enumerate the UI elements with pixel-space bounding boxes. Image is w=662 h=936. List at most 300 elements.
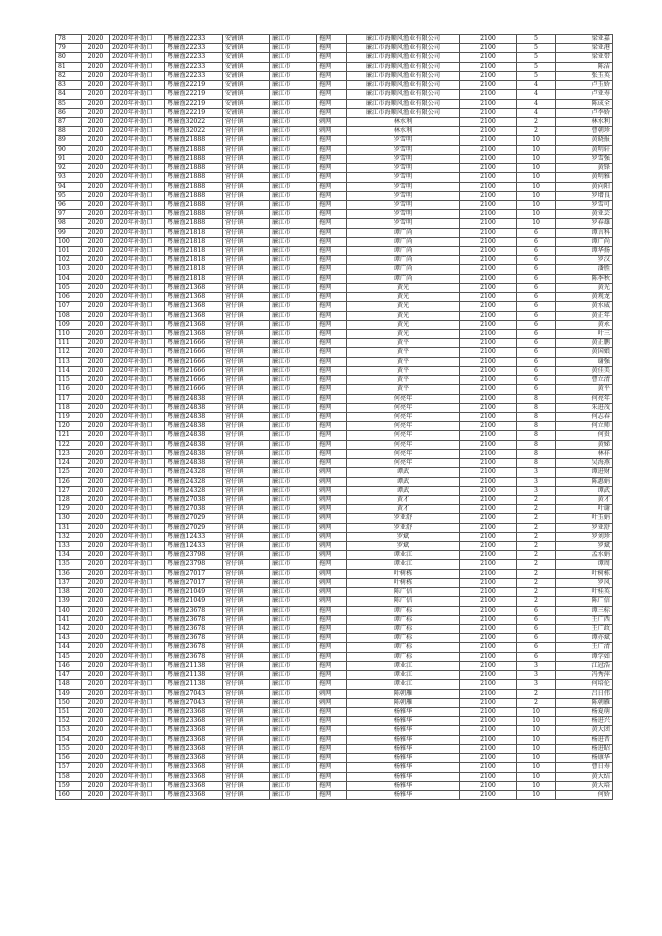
cell-owner: 罗斌	[347, 542, 460, 551]
cell-gear: 刺网	[317, 689, 347, 698]
table-row	[56, 62, 613, 71]
cell-owner: 林水利	[347, 127, 460, 136]
cell-no: 156	[56, 754, 82, 763]
cell-power: 2100	[460, 53, 517, 62]
cell-gear: 拖网	[317, 62, 347, 71]
table-row	[56, 339, 613, 348]
table-row	[56, 717, 613, 726]
cell-town: 营仔镇	[223, 754, 270, 763]
cell-captain: 谭华扬	[556, 247, 613, 256]
cell-power: 2100	[460, 108, 517, 117]
cell-boat: 粤廉渔21368	[165, 283, 223, 292]
cell-gear: 拖网	[317, 173, 347, 182]
cell-city: 廉江市	[270, 265, 317, 274]
cell-boat: 粤廉渔21666	[165, 366, 223, 375]
cell-town: 营仔镇	[223, 394, 270, 403]
cell-batch: 2020年补助口	[110, 634, 165, 643]
cell-captain: 江冠浩	[556, 661, 613, 670]
cell-owner: 谭广尚	[347, 274, 460, 283]
cell-power: 2100	[460, 394, 517, 403]
cell-gear: 拖网	[317, 35, 347, 44]
cell-gear: 刺网	[317, 117, 347, 126]
cell-year: 2020	[82, 81, 110, 90]
cell-crew: 2	[517, 689, 556, 698]
cell-owner: 廉江市海顺风渔业有限公司	[347, 53, 460, 62]
cell-town: 营仔镇	[223, 726, 270, 735]
cell-town: 营仔镇	[223, 459, 270, 468]
cell-gear: 刺网	[317, 698, 347, 707]
cell-city: 廉江市	[270, 468, 317, 477]
cell-boat: 粤廉渔21666	[165, 348, 223, 357]
table-row	[56, 772, 613, 781]
cell-power: 2100	[460, 486, 517, 495]
cell-city: 廉江市	[270, 62, 317, 71]
cell-power: 2100	[460, 311, 517, 320]
cell-year: 2020	[82, 459, 110, 468]
cell-gear: 拖网	[317, 200, 347, 209]
cell-captain: 何娇	[556, 790, 613, 799]
cell-power: 2100	[460, 689, 517, 698]
cell-power: 2100	[460, 569, 517, 578]
cell-city: 廉江市	[270, 302, 317, 311]
cell-batch: 2020年补助口	[110, 689, 165, 698]
cell-town: 营仔镇	[223, 210, 270, 219]
cell-crew: 10	[517, 772, 556, 781]
cell-gear: 拖网	[317, 772, 347, 781]
cell-city: 廉江市	[270, 754, 317, 763]
cell-power: 2100	[460, 136, 517, 145]
cell-power: 2100	[460, 293, 517, 302]
cell-owner: 何亮年	[347, 422, 460, 431]
cell-no: 110	[56, 330, 82, 339]
cell-city: 廉江市	[270, 661, 317, 670]
cell-year: 2020	[82, 412, 110, 421]
cell-captain: 谭武	[556, 486, 613, 495]
cell-year: 2020	[82, 320, 110, 329]
cell-owner: 廉江市海顺风渔业有限公司	[347, 62, 460, 71]
cell-captain: 曹朝珍	[556, 127, 613, 136]
cell-boat: 粤廉渔24838	[165, 440, 223, 449]
cell-town: 营仔镇	[223, 293, 270, 302]
cell-no: 89	[56, 136, 82, 145]
table-row	[56, 412, 613, 421]
cell-city: 廉江市	[270, 495, 317, 504]
cell-power: 2100	[460, 495, 517, 504]
cell-captain: 卢李娇	[556, 108, 613, 117]
cell-power: 2100	[460, 62, 517, 71]
cell-power: 2100	[460, 191, 517, 200]
cell-no: 86	[56, 108, 82, 117]
cell-gear: 拖网	[317, 615, 347, 624]
cell-no: 122	[56, 440, 82, 449]
cell-captain: 谢强	[556, 357, 613, 366]
cell-gear: 拖网	[317, 680, 347, 689]
cell-year: 2020	[82, 744, 110, 753]
cell-batch: 2020年补助口	[110, 615, 165, 624]
cell-no: 138	[56, 588, 82, 597]
cell-crew: 6	[517, 625, 556, 634]
cell-town: 营仔镇	[223, 615, 270, 624]
cell-gear: 拖网	[317, 256, 347, 265]
cell-power: 2100	[460, 615, 517, 624]
cell-owner: 谭广标	[347, 652, 460, 661]
table-row	[56, 698, 613, 707]
cell-town: 营仔镇	[223, 228, 270, 237]
cell-captain: 曹日寿	[556, 763, 613, 772]
cell-no: 117	[56, 394, 82, 403]
cell-captain: 罗风	[556, 578, 613, 587]
table-row	[56, 652, 613, 661]
cell-year: 2020	[82, 200, 110, 209]
cell-no: 91	[56, 154, 82, 163]
table-row	[56, 127, 613, 136]
cell-captain: 林水利	[556, 117, 613, 126]
cell-year: 2020	[82, 228, 110, 237]
cell-year: 2020	[82, 210, 110, 219]
cell-owner: 杨雅华	[347, 763, 460, 772]
cell-captain: 黄观龙	[556, 293, 613, 302]
cell-no: 148	[56, 680, 82, 689]
table-body	[56, 35, 613, 800]
cell-batch: 2020年补助口	[110, 191, 165, 200]
cell-owner: 叶树栋	[347, 569, 460, 578]
cell-captain: 何培伦	[556, 680, 613, 689]
cell-captain: 谭广尚	[556, 237, 613, 246]
cell-crew: 6	[517, 256, 556, 265]
cell-power: 2100	[460, 90, 517, 99]
table-row	[56, 459, 613, 468]
cell-no: 159	[56, 781, 82, 790]
cell-power: 2100	[460, 532, 517, 541]
cell-crew: 6	[517, 247, 556, 256]
table-row	[56, 247, 613, 256]
cell-town: 营仔镇	[223, 431, 270, 440]
cell-power: 2100	[460, 44, 517, 53]
cell-owner: 黄光	[347, 293, 460, 302]
cell-power: 2100	[460, 237, 517, 246]
table-row	[56, 422, 613, 431]
cell-no: 96	[56, 200, 82, 209]
cell-year: 2020	[82, 532, 110, 541]
cell-crew: 3	[517, 680, 556, 689]
cell-boat: 粤廉渔21666	[165, 357, 223, 366]
cell-power: 2100	[460, 652, 517, 661]
cell-crew: 6	[517, 293, 556, 302]
cell-owner: 谭广标	[347, 606, 460, 615]
cell-power: 2100	[460, 772, 517, 781]
cell-owner: 罗雪明	[347, 136, 460, 145]
cell-year: 2020	[82, 661, 110, 670]
cell-no: 97	[56, 210, 82, 219]
cell-captain: 杨康华	[556, 754, 613, 763]
cell-gear: 拖网	[317, 265, 347, 274]
cell-owner: 叶树栋	[347, 578, 460, 587]
cell-city: 廉江市	[270, 726, 317, 735]
cell-gear: 拖网	[317, 247, 347, 256]
cell-gear: 刺网	[317, 127, 347, 136]
cell-crew: 2	[517, 117, 556, 126]
cell-city: 廉江市	[270, 311, 317, 320]
cell-no: 87	[56, 117, 82, 126]
cell-no: 88	[56, 127, 82, 136]
cell-no: 119	[56, 412, 82, 421]
cell-owner: 谭广尚	[347, 228, 460, 237]
cell-captain: 罗雪可	[556, 200, 613, 209]
cell-crew: 10	[517, 154, 556, 163]
cell-crew: 2	[517, 542, 556, 551]
cell-power: 2100	[460, 523, 517, 532]
cell-town: 营仔镇	[223, 707, 270, 716]
cell-town: 营仔镇	[223, 588, 270, 597]
cell-captain: 冯秀萍	[556, 671, 613, 680]
cell-boat: 粤廉渔24838	[165, 431, 223, 440]
table-row	[56, 440, 613, 449]
cell-town: 营仔镇	[223, 652, 270, 661]
cell-batch: 2020年补助口	[110, 643, 165, 652]
cell-captain: 黄向阳	[556, 182, 613, 191]
cell-owner: 杨雅华	[347, 772, 460, 781]
cell-gear: 拖网	[317, 643, 347, 652]
cell-owner: 廉江市海顺风渔业有限公司	[347, 90, 460, 99]
cell-boat: 粤廉渔23368	[165, 726, 223, 735]
cell-crew: 6	[517, 274, 556, 283]
cell-crew: 8	[517, 449, 556, 458]
cell-owner: 罗雪明	[347, 191, 460, 200]
cell-crew: 10	[517, 210, 556, 219]
cell-town: 营仔镇	[223, 311, 270, 320]
cell-boat: 粤廉渔22219	[165, 90, 223, 99]
cell-batch: 2020年补助口	[110, 311, 165, 320]
cell-boat: 粤廉渔21888	[165, 164, 223, 173]
cell-no: 118	[56, 403, 82, 412]
cell-batch: 2020年补助口	[110, 578, 165, 587]
cell-crew: 2	[517, 532, 556, 541]
cell-captain: 黄明雅	[556, 173, 613, 182]
cell-town: 营仔镇	[223, 606, 270, 615]
cell-owner: 杨雅华	[347, 790, 460, 799]
cell-captain: 谭三标	[556, 606, 613, 615]
cell-city: 廉江市	[270, 136, 317, 145]
cell-no: 81	[56, 62, 82, 71]
cell-captain: 黄晓报	[556, 136, 613, 145]
cell-owner: 罗亚舒	[347, 514, 460, 523]
cell-gear: 拖网	[317, 671, 347, 680]
cell-batch: 2020年补助口	[110, 81, 165, 90]
cell-captain: 曹立清	[556, 376, 613, 385]
cell-town: 营仔镇	[223, 173, 270, 182]
cell-batch: 2020年补助口	[110, 117, 165, 126]
cell-captain: 叶三	[556, 330, 613, 339]
cell-gear: 拖网	[317, 274, 347, 283]
cell-crew: 10	[517, 781, 556, 790]
cell-captain: 陈成全	[556, 99, 613, 108]
cell-boat: 粤廉渔21368	[165, 311, 223, 320]
cell-batch: 2020年补助口	[110, 726, 165, 735]
cell-town: 营仔镇	[223, 495, 270, 504]
cell-crew: 2	[517, 514, 556, 523]
cell-year: 2020	[82, 597, 110, 606]
cell-year: 2020	[82, 247, 110, 256]
table-row	[56, 578, 613, 587]
cell-owner: 杨雅华	[347, 754, 460, 763]
cell-gear: 拖网	[317, 108, 347, 117]
cell-batch: 2020年补助口	[110, 588, 165, 597]
cell-owner: 廉江市海顺风渔业有限公司	[347, 44, 460, 53]
table-row	[56, 477, 613, 486]
cell-power: 2100	[460, 283, 517, 292]
cell-boat: 粤廉渔23368	[165, 790, 223, 799]
table-row	[56, 726, 613, 735]
cell-no: 115	[56, 376, 82, 385]
cell-captain: 张玉英	[556, 71, 613, 80]
cell-power: 2100	[460, 726, 517, 735]
cell-batch: 2020年补助口	[110, 210, 165, 219]
cell-no: 135	[56, 560, 82, 569]
cell-town: 安铺镇	[223, 108, 270, 117]
cell-no: 107	[56, 302, 82, 311]
cell-crew: 2	[517, 551, 556, 560]
cell-gear: 拖网	[317, 394, 347, 403]
cell-captain: 吴海燕	[556, 459, 613, 468]
cell-town: 营仔镇	[223, 283, 270, 292]
cell-gear: 拖网	[317, 781, 347, 790]
cell-boat: 粤廉渔23368	[165, 735, 223, 744]
cell-no: 130	[56, 514, 82, 523]
cell-owner: 罗雪明	[347, 154, 460, 163]
cell-gear: 拖网	[317, 403, 347, 412]
cell-city: 廉江市	[270, 634, 317, 643]
cell-power: 2100	[460, 339, 517, 348]
cell-power: 2100	[460, 81, 517, 90]
cell-gear: 拖网	[317, 634, 347, 643]
cell-no: 93	[56, 173, 82, 182]
cell-boat: 粤廉渔21666	[165, 376, 223, 385]
table-row	[56, 790, 613, 799]
cell-boat: 粤廉渔22233	[165, 71, 223, 80]
cell-no: 82	[56, 71, 82, 80]
cell-town: 营仔镇	[223, 717, 270, 726]
cell-town: 营仔镇	[223, 551, 270, 560]
cell-crew: 2	[517, 505, 556, 514]
cell-no: 139	[56, 597, 82, 606]
cell-owner: 黄平	[347, 366, 460, 375]
table-row	[56, 108, 613, 117]
cell-town: 营仔镇	[223, 449, 270, 458]
cell-no: 131	[56, 523, 82, 532]
cell-town: 营仔镇	[223, 532, 270, 541]
cell-city: 廉江市	[270, 717, 317, 726]
cell-power: 2100	[460, 735, 517, 744]
cell-captain: 黄光	[556, 283, 613, 292]
cell-boat: 粤廉渔23368	[165, 763, 223, 772]
cell-city: 廉江市	[270, 698, 317, 707]
cell-boat: 粤廉渔21818	[165, 228, 223, 237]
cell-batch: 2020年补助口	[110, 763, 165, 772]
cell-no: 101	[56, 247, 82, 256]
cell-gear: 刺网	[317, 569, 347, 578]
cell-crew: 4	[517, 90, 556, 99]
cell-captain: 陈广信	[556, 597, 613, 606]
cell-gear: 拖网	[317, 707, 347, 716]
cell-gear: 拖网	[317, 606, 347, 615]
cell-town: 营仔镇	[223, 320, 270, 329]
cell-power: 2100	[460, 449, 517, 458]
cell-crew: 10	[517, 763, 556, 772]
cell-no: 142	[56, 625, 82, 634]
cell-gear: 刺网	[317, 542, 347, 551]
cell-town: 营仔镇	[223, 376, 270, 385]
cell-crew: 10	[517, 182, 556, 191]
table-row	[56, 302, 613, 311]
cell-captain: 罗雪强	[556, 154, 613, 163]
cell-owner: 黄平	[347, 339, 460, 348]
cell-town: 营仔镇	[223, 403, 270, 412]
cell-batch: 2020年补助口	[110, 440, 165, 449]
cell-no: 113	[56, 357, 82, 366]
cell-power: 2100	[460, 634, 517, 643]
table-row	[56, 615, 613, 624]
cell-city: 廉江市	[270, 449, 317, 458]
cell-year: 2020	[82, 136, 110, 145]
cell-crew: 10	[517, 726, 556, 735]
cell-gear: 拖网	[317, 182, 347, 191]
cell-crew: 10	[517, 219, 556, 228]
table-row	[56, 145, 613, 154]
cell-batch: 2020年补助口	[110, 514, 165, 523]
cell-no: 146	[56, 661, 82, 670]
cell-town: 营仔镇	[223, 643, 270, 652]
cell-crew: 6	[517, 376, 556, 385]
cell-no: 95	[56, 191, 82, 200]
cell-captain: 杨进晋	[556, 735, 613, 744]
cell-town: 营仔镇	[223, 680, 270, 689]
cell-boat: 粤廉渔21368	[165, 302, 223, 311]
cell-gear: 拖网	[317, 99, 347, 108]
cell-city: 廉江市	[270, 164, 317, 173]
cell-power: 2100	[460, 431, 517, 440]
cell-gear: 拖网	[317, 652, 347, 661]
cell-crew: 5	[517, 53, 556, 62]
cell-city: 廉江市	[270, 625, 317, 634]
cell-boat: 粤廉渔27043	[165, 689, 223, 698]
cell-gear: 拖网	[317, 330, 347, 339]
cell-city: 廉江市	[270, 320, 317, 329]
cell-boat: 粤廉渔22219	[165, 108, 223, 117]
cell-captain: 黄正鹏	[556, 339, 613, 348]
cell-gear: 拖网	[317, 560, 347, 569]
cell-city: 廉江市	[270, 376, 317, 385]
cell-captain: 黄明轩	[556, 145, 613, 154]
cell-gear: 拖网	[317, 339, 347, 348]
cell-city: 廉江市	[270, 154, 317, 163]
cell-batch: 2020年补助口	[110, 542, 165, 551]
cell-city: 廉江市	[270, 790, 317, 799]
cell-gear: 刺网	[317, 477, 347, 486]
cell-captain: 黄才	[556, 495, 613, 504]
cell-city: 廉江市	[270, 477, 317, 486]
cell-power: 2100	[460, 505, 517, 514]
table-row	[56, 431, 613, 440]
cell-owner: 杨雅华	[347, 735, 460, 744]
cell-owner: 杨雅华	[347, 707, 460, 716]
cell-no: 144	[56, 643, 82, 652]
cell-boat: 粤廉渔24838	[165, 449, 223, 458]
cell-boat: 粤廉渔23678	[165, 615, 223, 624]
cell-owner: 谭业江	[347, 680, 460, 689]
cell-no: 143	[56, 634, 82, 643]
cell-owner: 谭广尚	[347, 247, 460, 256]
cell-city: 廉江市	[270, 735, 317, 744]
